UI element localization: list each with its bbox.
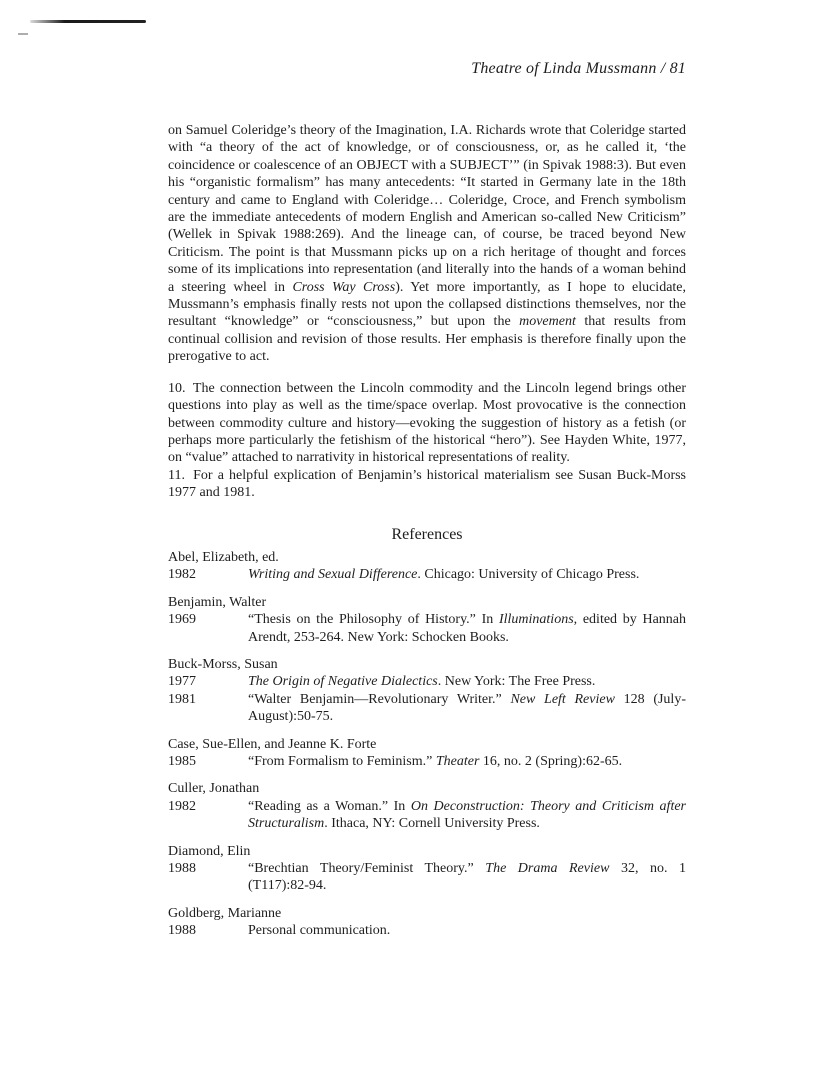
reference-author: Buck-Morss, Susan <box>168 656 278 672</box>
citation-segment-text: 128 (July-August):50-75. <box>248 691 686 725</box>
reference-author: Benjamin, Walter <box>168 594 267 610</box>
reference-year: 1988 <box>168 923 196 939</box>
reference-year: 1977 <box>168 674 196 690</box>
reference-item <box>168 798 686 833</box>
references-title: References <box>391 525 463 543</box>
scan-mark <box>30 20 146 23</box>
citation-segment-italic: On Deconstruction: Theory and Criticism after Structuralism <box>248 798 686 832</box>
page-content <box>168 122 686 940</box>
reference-entry <box>168 656 686 726</box>
reference-entry <box>168 594 686 646</box>
reference-author: Case, Sue-Ellen, and Jeanne K. Forte <box>168 736 377 752</box>
reference-entry <box>168 905 686 940</box>
reference-author: Abel, Elizabeth, ed. <box>168 549 279 565</box>
citation-segment-italic: The Origin of Negative Dialectics <box>248 674 438 690</box>
citation-segment-italic: Illuminations <box>498 612 574 628</box>
note-11 <box>168 467 686 502</box>
citation-segment-text: . Chicago: University of Chicago Press. <box>417 567 640 583</box>
citation-segment-italic: Theater <box>435 754 480 769</box>
reference-year: 1982 <box>168 798 196 814</box>
note-10-text: The connection between the Lincoln commodity and the Lincoln legend brings other questions into play as well as the time/space overlap. Most provocative is the connection between commodity culture and history—evoking the suggestion of history as a fetish (or perhaps more particularly the fetishism of the historical “hero”). See Hayden White, 1977, on “value” attached to narrativity in historical representations of reality. <box>168 380 686 466</box>
paragraph-segment-italic: movement <box>519 314 576 330</box>
citation-segment-italic: The Drama Review <box>485 861 610 877</box>
reference-author: Culler, Jonathan <box>168 781 260 797</box>
reference-entry <box>168 843 686 895</box>
reference-year: 1985 <box>168 754 196 769</box>
reference-citation <box>248 691 686 726</box>
reference-entry <box>168 549 686 584</box>
note-11-number: 11. <box>168 467 185 483</box>
citation-segment-text: “From Formalism to Feminism.” <box>248 754 436 769</box>
paragraph-segment-italic: Cross Way Cross <box>292 279 396 295</box>
citation-segment-text: 16, no. 2 (Spring):62-65. <box>479 754 623 769</box>
reference-citation <box>248 860 686 895</box>
reference-citation <box>248 922 686 939</box>
reference-citation <box>248 566 686 583</box>
reference-item <box>168 922 686 939</box>
citation-segment-text: “Brechtian Theory/Feminist Theory.” <box>248 861 486 877</box>
reference-item <box>168 691 686 726</box>
reference-item <box>168 860 686 895</box>
references-list <box>168 549 686 940</box>
running-head: Theatre of Linda Mussmann / 81 <box>471 60 686 77</box>
reference-item <box>168 673 686 690</box>
citation-segment-text: . New York: The Free Press. <box>437 674 596 690</box>
citation-segment-text: , edited by Hannah Arendt, 253-264. New York: Schocken Books. <box>248 612 687 645</box>
citation-segment-text: “Reading as a Woman.” In <box>248 798 411 814</box>
note-10-number: 10. <box>168 380 186 396</box>
reference-year: 1982 <box>168 567 196 583</box>
note-10 <box>168 380 686 467</box>
paragraph-segment-text: that results from continual collision and revision of those results. Her emphasis is therefore finally upon the prerogative to act. <box>168 314 686 365</box>
reference-entry <box>168 780 686 832</box>
citation-segment-text: “Walter Benjamin—Revolutionary Writer.” <box>248 691 511 707</box>
paragraph-segment-text: ). Yet more importantly, as I hope to elucidate, Mussmann’s emphasis finally rests not upon the collapsed distinctions themselves, nor the resultant “knowledge” or “consciousness,” but upon the <box>168 279 687 330</box>
reference-entry <box>168 736 686 771</box>
citation-segment-italic: Writing and Sexual Difference <box>248 567 418 583</box>
reference-item <box>168 753 686 770</box>
citation-segment-text: 32, no. 1 (T117):82-94. <box>248 861 687 894</box>
citation-segment-text: Personal communication. <box>248 923 391 939</box>
paragraph-segment-text: on Samuel Coleridge’s theory of the Imagination, I.A. Richards wrote that Coleridge started with “a theory of the act of knowledge, or of consciousness, or, as he called it, ‘the coincidence or coalescence of an OBJECT with a SUBJECT’” (in Spivak 1988:3). But even his “organistic formalism” has many antecedents: “It started in Germany late in the 18th century and came to England with Coleridge… Coleridge, Croce, and French symbolism are the immediate antecedents of modern English and American so-called New Criticism” (Wellek in Spivak 1988:269). And the lineage can, of course, be traced beyond New Criticism. The point is that Mussmann picks up on a rich heritage of thought and forces some of its implications into representation (and literally into the hands of a woman behind a steering wheel in <box>168 123 686 295</box>
citation-segment-text: “Thesis on the Philosophy of History.” In <box>248 612 499 628</box>
reference-item <box>168 566 686 583</box>
citation-segment-italic: New Left Review <box>510 691 615 707</box>
reference-year: 1981 <box>168 691 196 707</box>
reference-author: Diamond, Elin <box>168 843 251 859</box>
reference-citation <box>248 611 686 646</box>
note-continuation-paragraph <box>168 122 686 366</box>
citation-segment-text: . Ithaca, NY: Cornell University Press. <box>324 816 540 832</box>
reference-year: 1969 <box>168 612 196 628</box>
reference-item <box>168 611 686 646</box>
reference-citation <box>248 798 686 833</box>
scan-speck <box>18 33 28 35</box>
note-11-text: For a helpful explication of Benjamin’s historical materialism see Susan Buck-Morss 1977 and 1981. <box>168 467 687 501</box>
reference-year: 1988 <box>168 861 196 877</box>
reference-citation <box>248 673 686 690</box>
reference-citation <box>248 753 686 770</box>
reference-author: Goldberg, Marianne <box>168 905 282 921</box>
